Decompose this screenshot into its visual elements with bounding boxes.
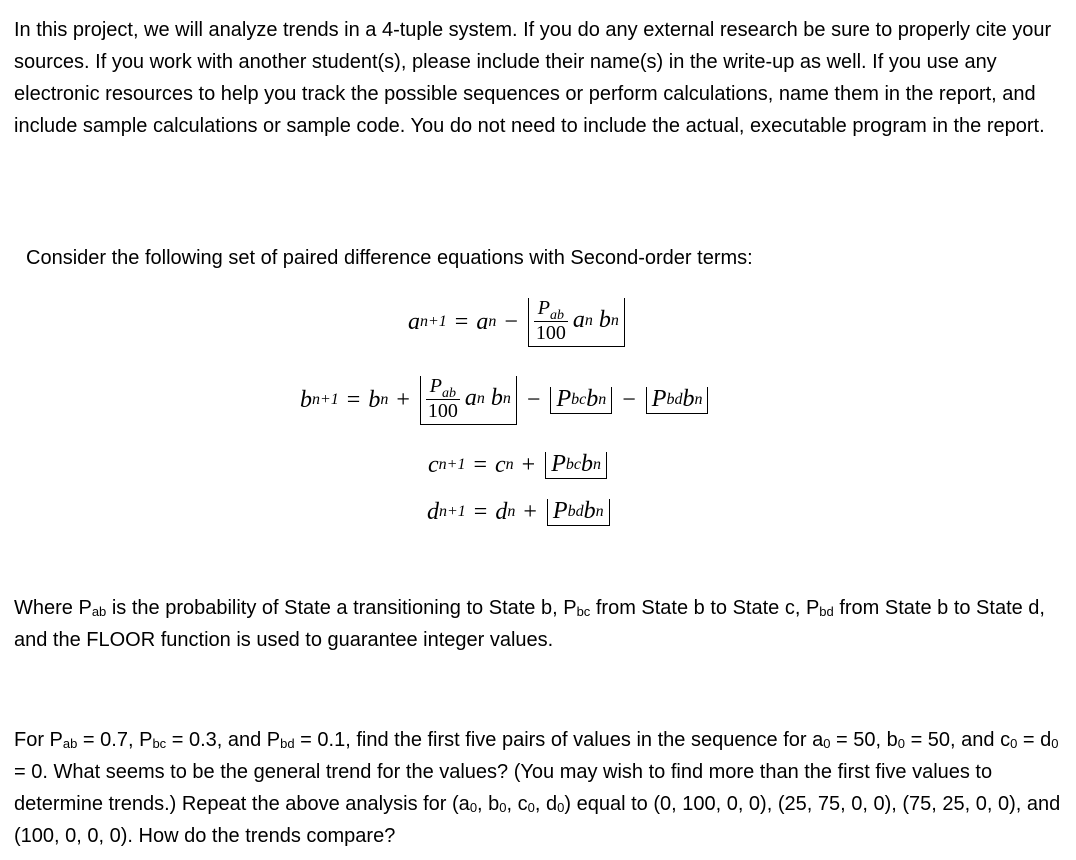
fraction: $\frac{P_{ab}}{100}$ <box>427 374 458 422</box>
floor-term: P bc b n <box>550 387 612 414</box>
floor-term: $\frac{P_{ab}}{100}$ a n b n <box>528 298 625 347</box>
intro-paragraph: In this project, we will analyze trends in a 4-tuple system. If you do any external research be sure to properly cite your sources. If you work with another student(s), please include their name(s) in the write-up as well. If you use any electronic resources to help you track the possible sequences or perform calculations, name them in the report, and include sample calculations or sample code. You do not need to include the actual, executable program in the report. <box>14 19 1052 137</box>
equation-c: c n+1 = c n + P bc b n <box>428 440 609 490</box>
floor-term: P bd b n <box>547 499 610 526</box>
find-paragraph: For $P_{ab} = 0.7$, $P_{bc} = 0.3$, and $P_{bd} = 0.1$, find the first five pairs of values in the sequence for $a_0 = 50$, $b_0 = 50$, and $c_0 = d_0 = 0$. What seems to be the general trend for the values? (You may wish to find more than the first five values to determine trends.) Repeat the above analysis for ($a_0$, $b_0$, $c_0$, $d_0$) equal to (0, 100, 0, 0), (25, 75, 0, 0), (75, 25, 0, 0), and (100, 0, 0, 0). How do the trends compare? <box>14 729 1061 847</box>
equation-d: d n+1 = d n + P bd b n <box>427 487 612 537</box>
consider-paragraph: Consider the following set of paired difference equations with Second-order terms: <box>26 247 753 269</box>
equation-b: b n+1 = b n + $\frac{P_{ab}}{100}$ a n b n − P bc b n − P bd b n <box>300 375 710 425</box>
floor-term: P bc b n <box>545 452 607 479</box>
where-paragraph: Where $P_{ab}$ is the probability of State a transitioning to State b, $P_{bc}$ from State b to State c, $P_{bd}$ from State b to State d, and the FLOOR function is used to guarantee integer values. <box>14 597 1045 651</box>
floor-term: P bd b n <box>646 387 709 414</box>
equation-a: a n+1 = a n − $\frac{P_{ab}}{100}$ a n b n <box>408 297 627 347</box>
fraction: $\frac{P_{ab}}{100}$ <box>535 296 566 344</box>
floor-term: $\frac{P_{ab}}{100}$ a n b n <box>420 376 517 425</box>
